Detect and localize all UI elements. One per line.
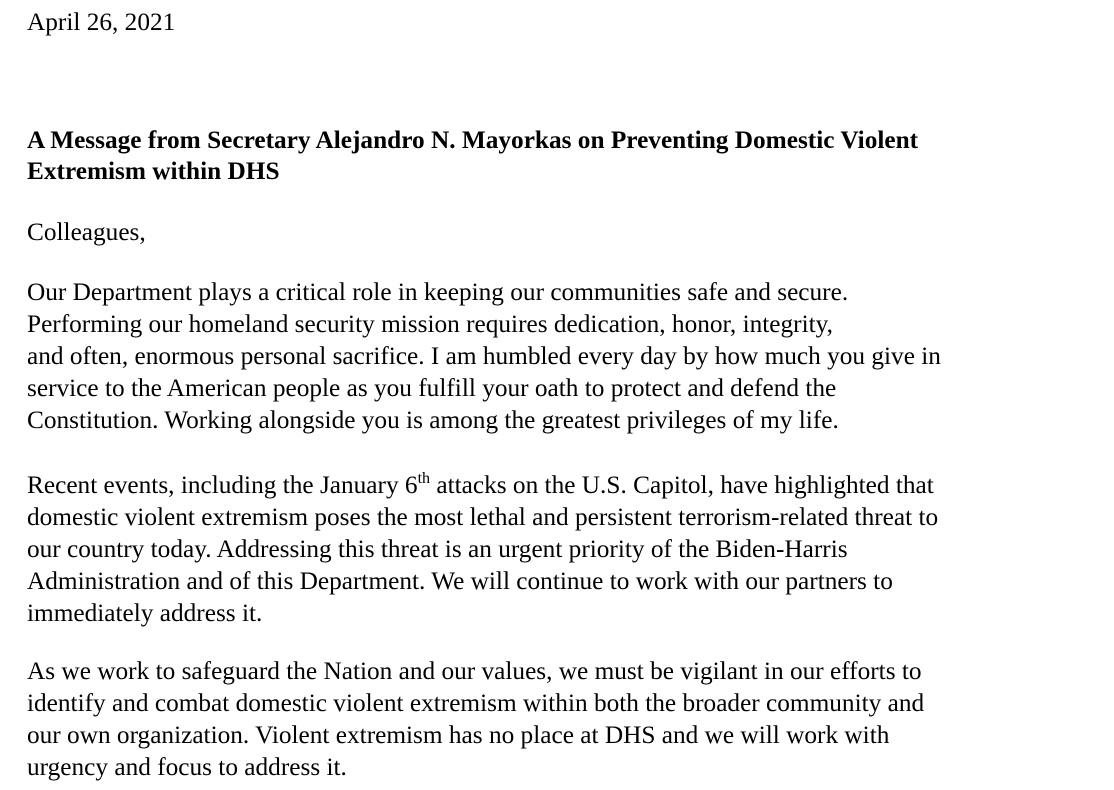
paragraph-line: immediately address it.: [27, 599, 263, 627]
paragraph-2: [27, 469, 938, 629]
text-segment: Recent events, including the January 6: [27, 471, 418, 499]
superscript-ordinal: th: [417, 470, 431, 487]
paragraph-line: [27, 469, 938, 501]
paragraph-1: [27, 276, 941, 436]
paragraph-line: domestic violent extremism poses the most lethal and persistent terrorism-related threat to: [27, 503, 939, 531]
paragraph-line: urgency and focus to address it.: [27, 753, 347, 781]
title-line: A Message from Secretary Alejandro N. Mayorkas on Preventing Domestic Violent: [27, 126, 919, 154]
title-line: Extremism within DHS: [27, 157, 280, 185]
paragraph-line: identify and combat domestic violent extremism within both the broader community and: [27, 689, 925, 717]
paragraph-line: As we work to safeguard the Nation and our values, we must be vigilant in our efforts to: [27, 657, 922, 685]
document-title: [27, 125, 918, 187]
paragraph-line: Constitution. Working alongside you is among the greatest privileges of my life.: [27, 406, 839, 434]
document-date: April 26, 2021: [27, 8, 176, 36]
paragraph-line: Administration and of this Department. We will continue to work with our partners to: [27, 567, 893, 595]
paragraph-line: Our Department plays a critical role in keeping our communities safe and secure.: [27, 278, 849, 306]
text-segment: attacks on the U.S. Capitol, have highlighted that: [430, 471, 934, 499]
paragraph-line: service to the American people as you fulfill your oath to protect and defend the: [27, 374, 837, 402]
paragraph-line: our own organization. Violent extremism has no place at DHS and we will work with: [27, 721, 890, 749]
paragraph-line: our country today. Addressing this threat is an urgent priority of the Biden-Harris: [27, 535, 848, 563]
paragraph-line: Performing our homeland security mission requires dedication, honor, integrity,: [27, 310, 833, 338]
paragraph-line: and often, enormous personal sacrifice. I am humbled every day by how much you give in: [27, 342, 941, 370]
greeting: Colleagues,: [27, 218, 146, 246]
paragraph-3: [27, 655, 924, 783]
